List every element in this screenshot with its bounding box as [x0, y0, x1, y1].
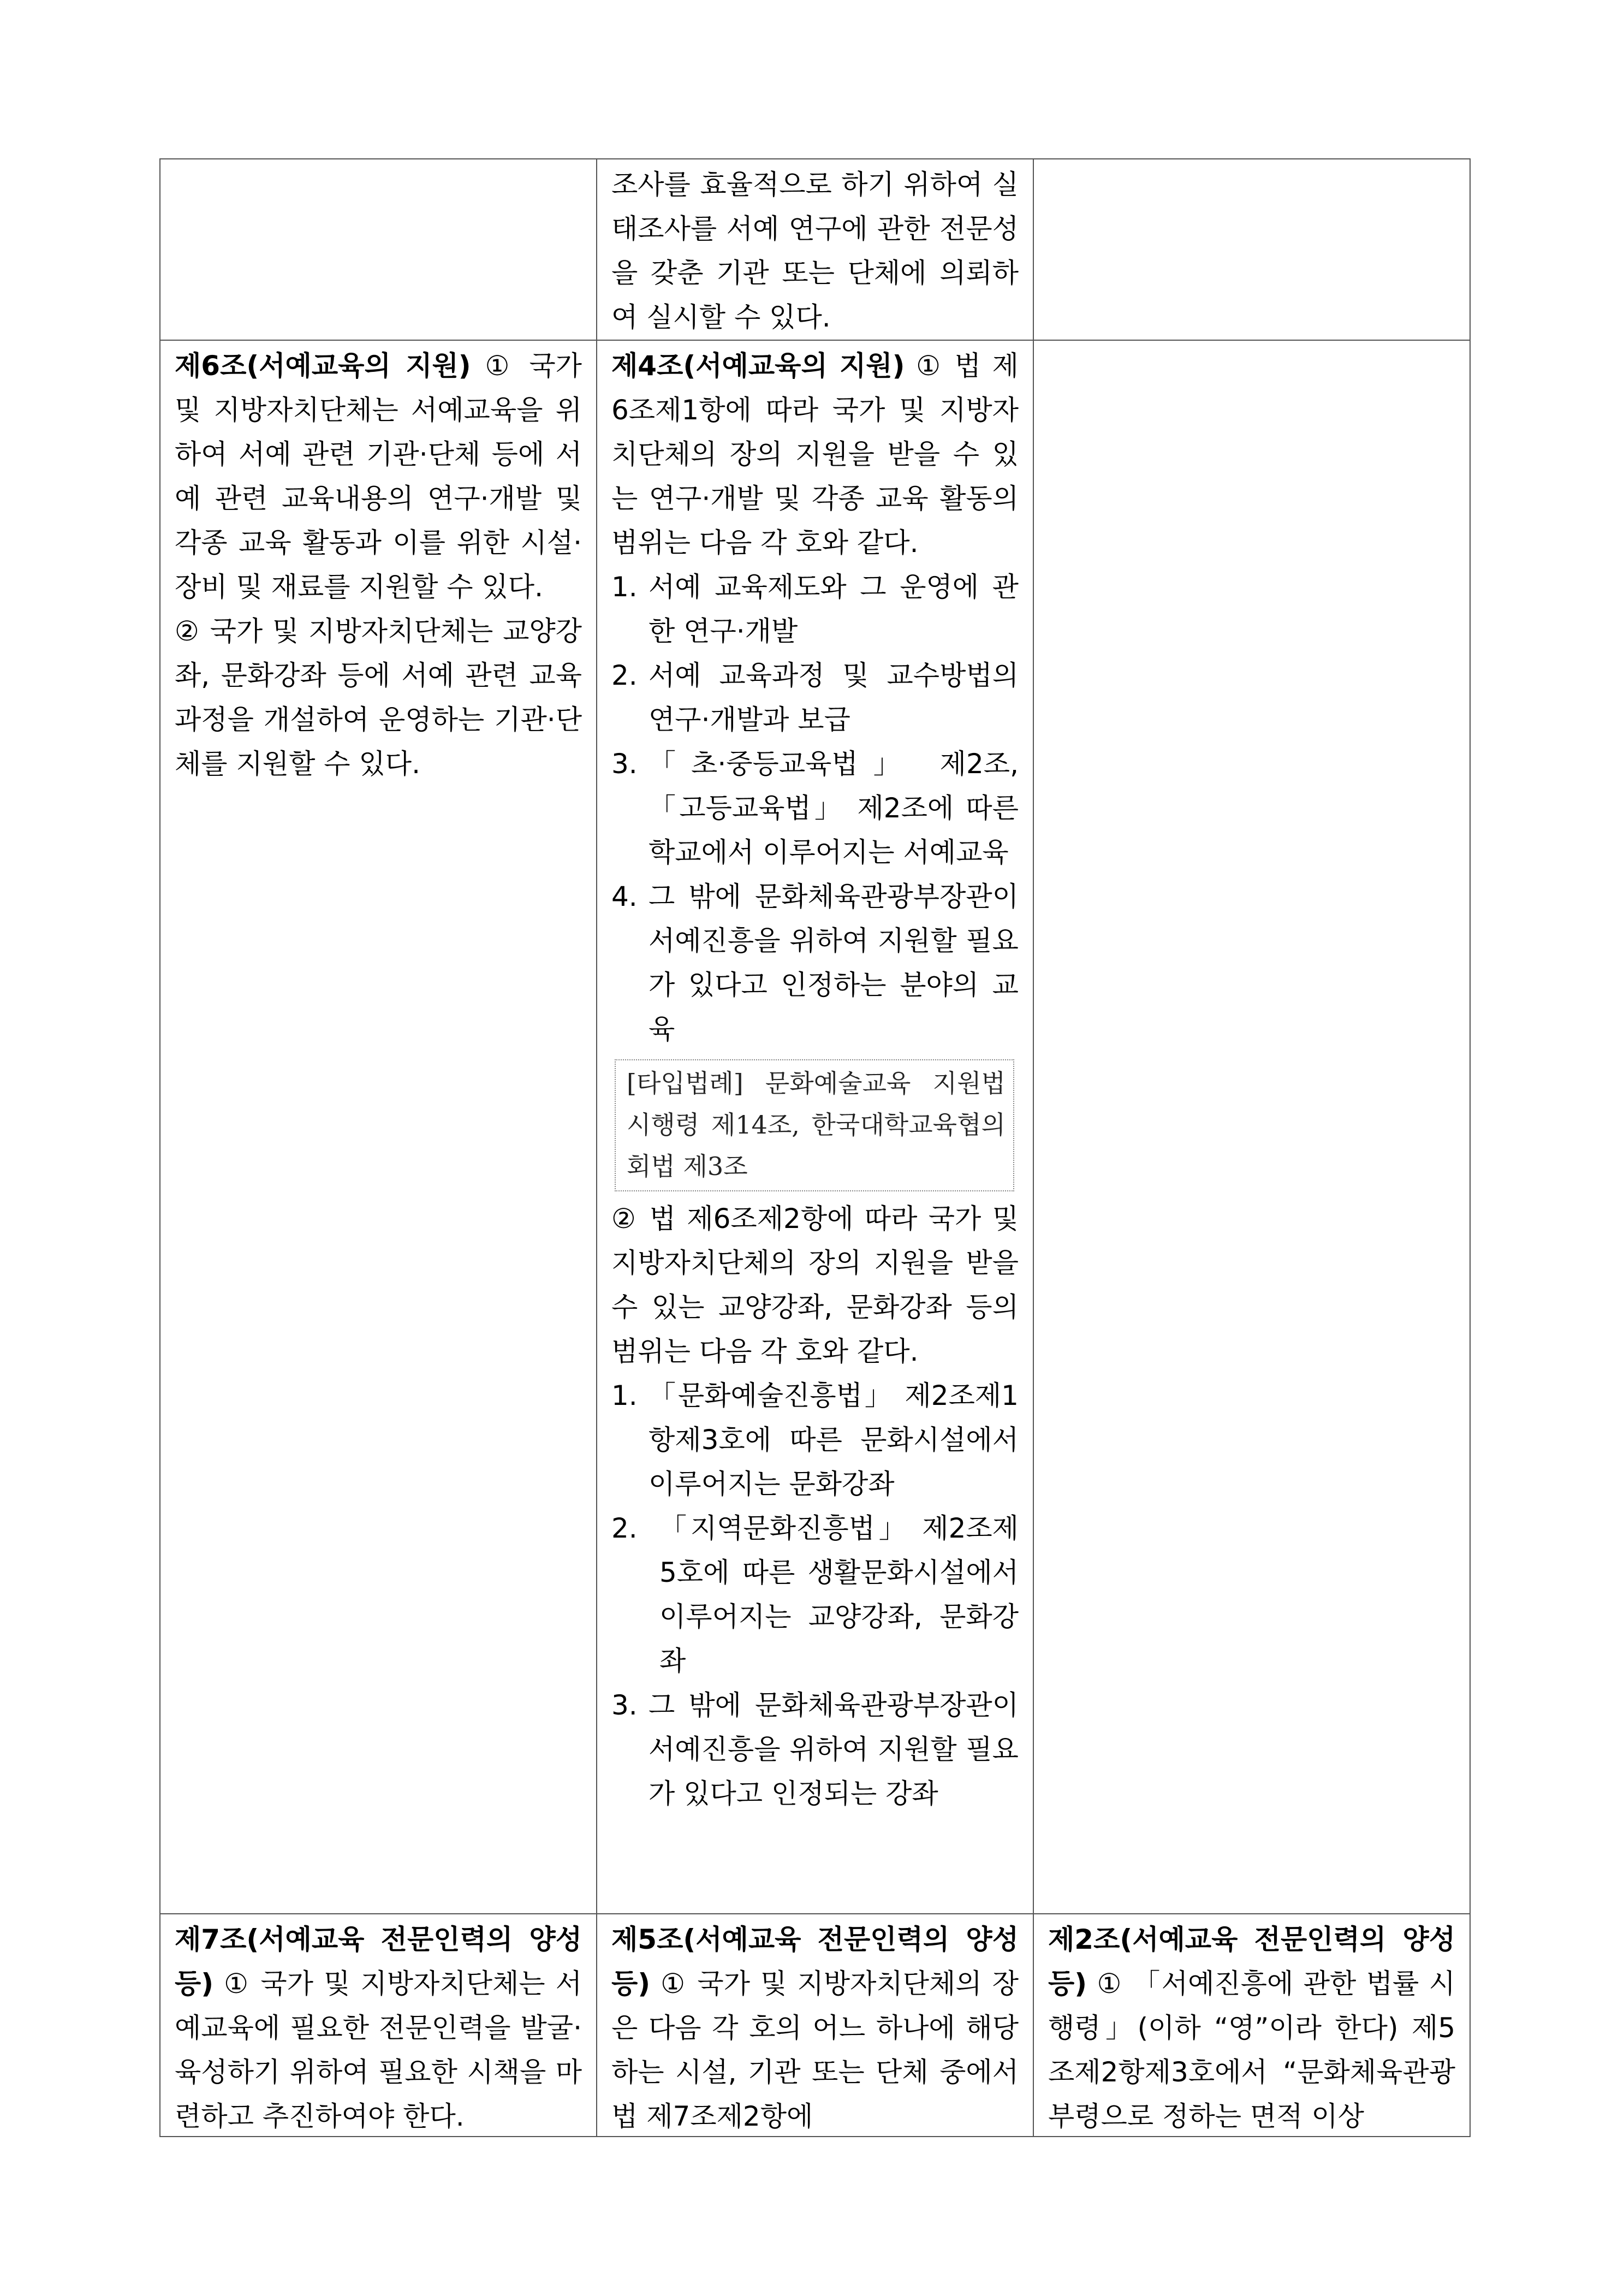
article6-para1: ① 국가 및 지방자치단체는 서예교육을 위하여 서예 관련 기관·단체 등에 서예 관련 교육내용의 연구·개발 및 각종 교육 활동과 이를 위한 시설·장비 및 재료를 지원할 수 있다. [175, 350, 582, 603]
article7-para1: ① 국가 및 지방자치단체는 서예교육에 필요한 전문인력을 발굴·육성하기 위하여 필요한 시책을 마련하고 추진하여야 한다. [175, 1968, 582, 2132]
decree4-intro [611, 344, 1019, 565]
list-item: 2. 서예 교육과정 및 교수방법의 연구·개발과 보급 [611, 660, 1019, 735]
list-item: 3. 「초·중등교육법」 제2조, 「고등교육법」 제2조에 따른 학교에서 이루어지는 서예교육 [611, 748, 1019, 868]
article7-title: 제7조(서예교육 전문인력의 양성 등) [175, 1924, 582, 2000]
row1-col2-paragraph: 조사를 효율적으로 하기 위하여 실태조사를 서예 연구에 관한 전문성을 갖춘 기관 또는 단체에 의뢰하여 실시할 수 있다. [611, 169, 1019, 333]
row2-col2-cell [597, 340, 1033, 1914]
reference-law-box: [타입법례] 문화예술교육 지원법 시행령 제14조, 한국대학교육협의회법 제3조 [615, 1059, 1014, 1191]
row3-col3-cell [1033, 1914, 1470, 2137]
row2-col1-cell [160, 340, 597, 1914]
row3-col1-cell [160, 1914, 597, 2137]
list-item: 3. 그 밖에 문화체육관광부장관이 서예진흥을 위하여 지원할 필요가 있다고 인정되는 강좌 [611, 1689, 1019, 1809]
article7-intro [175, 1918, 582, 2136]
decree4-para2: ② 법 제6조제2항에 따라 국가 및 지방자치단체의 장의 지원을 받을 수 있는 교양강좌, 문화강좌 등의 범위는 다음 각 호와 같다. [611, 1203, 1019, 1367]
rule2-intro [1048, 1918, 1455, 2136]
row1-col1-cell [160, 159, 597, 340]
list-item: 4. 그 밖에 문화체육관광부장관이 서예진흥을 위하여 지원할 필요가 있다고 인정하는 분야의 교육 [611, 881, 1019, 1045]
decree4-list2 [611, 1374, 1019, 1816]
row1-col3-cell [1033, 159, 1470, 340]
article6-intro [175, 344, 582, 609]
row2-col3-cell [1033, 340, 1470, 1914]
row1-col2-cell [597, 159, 1033, 340]
rule2-title: 제2조(서예교육 전문인력의 양성 등) [1048, 1924, 1455, 2000]
decree5-para1: ① 국가 및 지방자치단체의 장은 다음 각 호의 어느 하나에 해당하는 시설, 기관 또는 단체 중에서 법 제7조제2항에 [611, 1968, 1019, 2132]
decree4-list1 [611, 565, 1019, 1052]
list-item: 1. 「문화예술진흥법」 제2조제1항제3호에 따른 문화시설에서 이루어지는 문화강좌 [611, 1380, 1019, 1500]
row3-col2-cell [597, 1914, 1033, 2137]
law-comparison-table [159, 158, 1471, 2137]
article6-title: 제6조(서예교육의 지원) [175, 350, 471, 382]
decree4-title: 제4조(서예교육의 지원) [611, 350, 905, 382]
decree5-title: 제5조(서예교육 전문인력의 양성 등) [611, 1924, 1019, 2000]
table-row [160, 340, 1470, 1914]
list-item: 2. 「지역문화진흥법」 제2조제5호에 따른 생활문화시설에서 이루어지는 교양강좌, 문화강좌 [611, 1512, 1019, 1677]
decree5-intro [611, 1918, 1019, 2136]
article6-para2: ② 국가 및 지방자치단체는 교양강좌, 문화강좌 등에 서예 관련 교육과정을 개설하여 운영하는 기관·단체를 지원할 수 있다. [175, 615, 582, 780]
table-row [160, 159, 1470, 340]
table-row [160, 1914, 1470, 2137]
rule2-para1: ① 「서예진흥에 관한 법률 시행령」(이하 “영”이라 한다) 제5조제2항제3호에서 “문화체육관광부령으로 정하는 면적 이상 [1048, 1968, 1455, 2132]
list-item: 1. 서예 교육제도와 그 운영에 관한 연구·개발 [611, 571, 1019, 647]
decree4-para1: ① 법 제6조제1항에 따라 국가 및 지방자치단체의 장의 지원을 받을 수 있는 연구·개발 및 각종 교육 활동의 범위는 다음 각 호와 같다. [611, 350, 1019, 559]
